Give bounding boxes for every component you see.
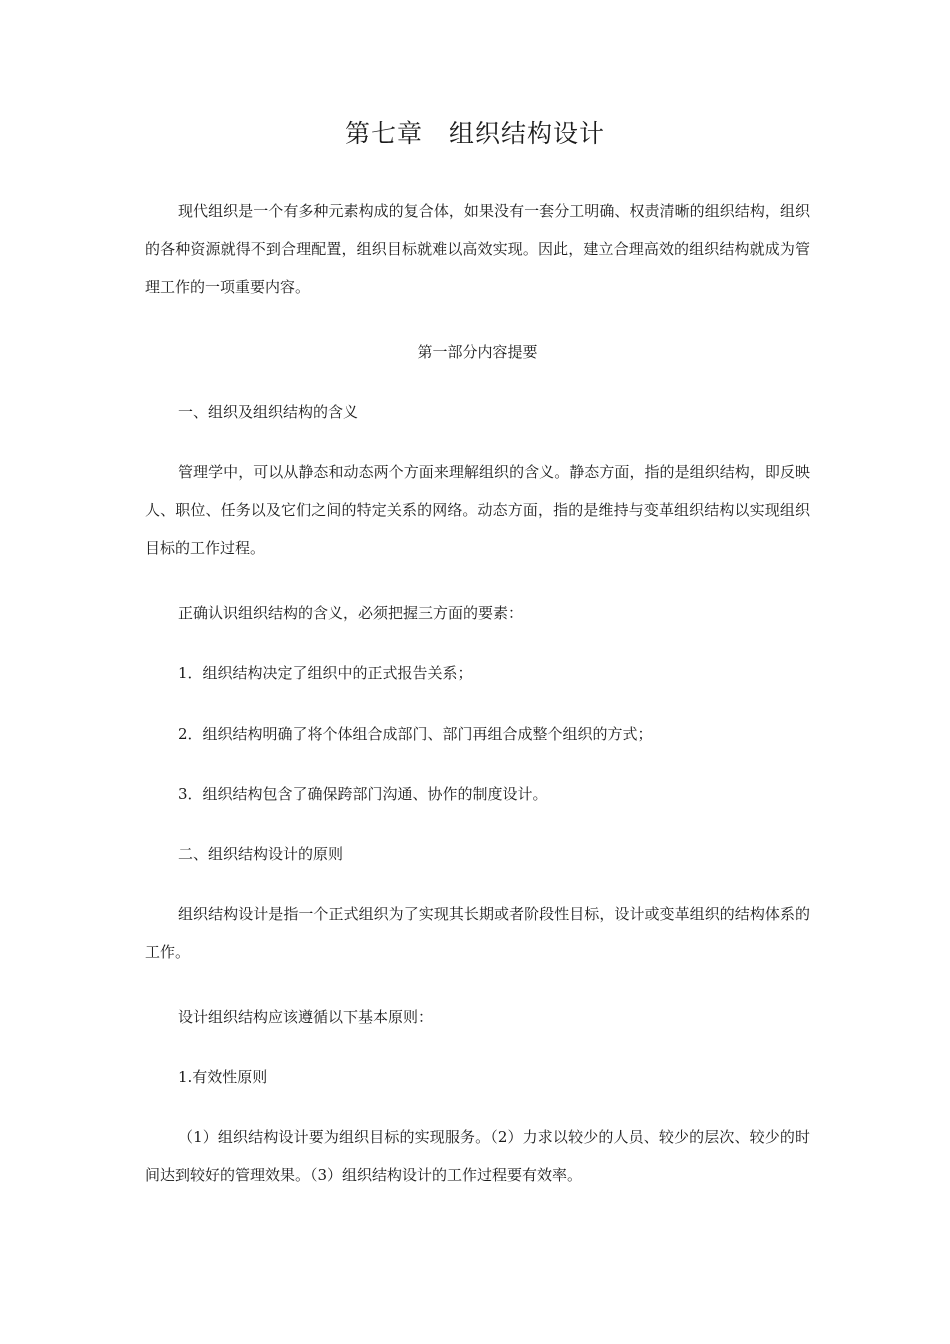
section2-heading: 二、组织结构设计的原则 xyxy=(178,845,344,863)
principle1-heading: 1.有效性原则 xyxy=(178,1068,268,1086)
list-item: 3．组织结构包含了确保跨部门沟通、协作的制度设计。 xyxy=(178,785,548,803)
intro-paragraph: 现代组织是一个有多种元素构成的复合体，如果没有一套分工明确、权责清晰的组织结构，组织的各种资源就得不到合理配置，组织目标就难以高效实现。因此，建立合理高效的组织结构就成为管理工作的一项重要内容。 xyxy=(145,202,810,296)
chapter-title: 第七章 组织结构设计 xyxy=(344,119,605,148)
section1-paragraph-definition: 管理学中，可以从静态和动态两个方面来理解组织的含义。静态方面，指的是组织结构，即反映人、职位、任务以及它们之间的特定关系的网络。动态方面，指的是维持与变革组织结构以实现组织目标的工作过程。 xyxy=(145,463,810,557)
list-item: 1．组织结构决定了组织中的正式报告关系； xyxy=(178,664,473,682)
section2-paragraph-principles: 设计组织结构应该遵循以下基本原则： xyxy=(178,1008,434,1026)
list-item: 2．组织结构明确了将个体组合成部门、部门再组合成整个组织的方式； xyxy=(178,725,653,743)
section1-paragraph-elements: 正确认识组织结构的含义，必须把握三方面的要素： xyxy=(178,604,524,622)
principle1-paragraph: （1）组织结构设计要为组织目标的实现服务。（2）力求以较少的人员、较少的层次、较少的时间达到较好的管理效果。（3）组织结构设计的工作过程要有效率。 xyxy=(145,1128,810,1184)
section2-paragraph-definition: 组织结构设计是指一个正式组织为了实现其长期或者阶段性目标，设计或变革组织的结构体系的工作。 xyxy=(145,905,810,961)
part-heading: 第一部分内容提要 xyxy=(417,343,538,361)
section1-heading: 一、组织及组织结构的含义 xyxy=(178,403,359,421)
